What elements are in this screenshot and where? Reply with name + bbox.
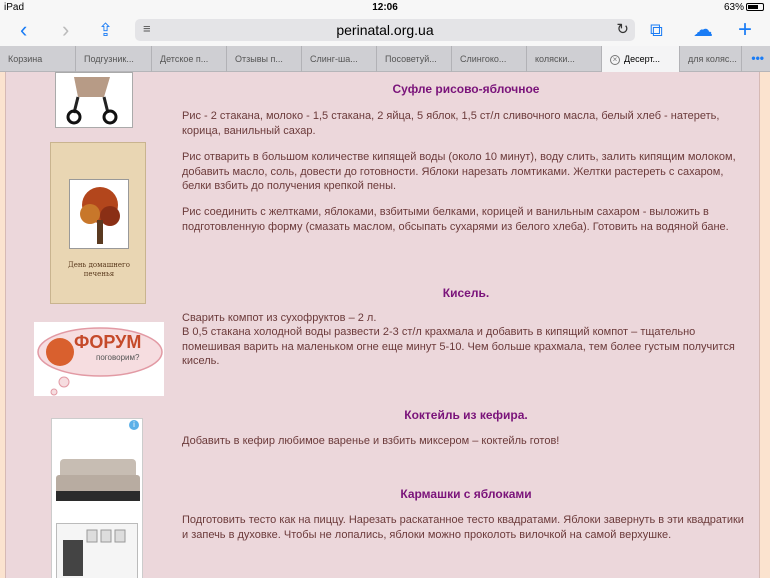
tab-label: Подгузник...: [84, 54, 134, 64]
status-bar: [0, 0, 770, 16]
web-page: [0, 72, 770, 578]
tab-7[interactable]: [527, 46, 602, 72]
book-illustration: [69, 179, 129, 249]
recipe-title: Кисель.: [442, 286, 490, 300]
tab-5[interactable]: [377, 46, 452, 72]
tab-1[interactable]: [76, 46, 152, 72]
tab-bar: [0, 46, 770, 72]
battery-icon: [746, 3, 764, 11]
recipe-title: Кармашки с яблоками: [400, 487, 532, 501]
new-tab-icon[interactable]: +: [738, 16, 753, 43]
share-icon[interactable]: ⇪: [98, 20, 114, 40]
tree-icon: [70, 180, 130, 250]
tab-label: Детское п...: [160, 54, 209, 64]
tab-active[interactable]: [602, 46, 680, 72]
back-icon[interactable]: ‹: [20, 17, 28, 42]
reader-icon[interactable]: ≡: [143, 21, 151, 36]
tab-label: Слингоко...: [460, 54, 507, 64]
tab-label: для коляс...: [688, 54, 737, 64]
recipe-step: Рис соединить с желтками, яблоками, взбитыми белками, корицей и ванильным сахаром - выложить в подготовленную форму (смазать маслом, обсыпать сухарями из белого хлеба). Готовить на водяной бане.: [182, 206, 729, 233]
forum-subtitle: поговорим?: [96, 353, 140, 362]
forum-banner[interactable]: [34, 322, 164, 396]
close-tab-icon[interactable]: ×: [610, 55, 620, 65]
more-tabs-icon[interactable]: •••: [751, 51, 764, 65]
tab-label: Отзывы п...: [235, 54, 283, 64]
browser-toolbar: [0, 16, 770, 46]
battery-indicator: [724, 2, 764, 13]
book-cover-image[interactable]: [50, 142, 146, 304]
recipe-step: Рис отварить в большом количестве кипящей воды (около 10 минут), воду слить, залить кипящим молоком, добавить масло, соль, довести до готовности. Яблоки нарезать ломтиками. Желтки растереть с сахаром, белки взбить до получения крепкой пены.: [182, 151, 736, 192]
recipe-title: Коктейль из кефира.: [404, 408, 528, 422]
device-label: iPad: [4, 2, 25, 13]
forward-icon[interactable]: ›: [62, 17, 70, 42]
tab-6[interactable]: [452, 46, 527, 72]
tab-0[interactable]: [0, 46, 76, 72]
recipe-step: Добавить в кефир любимое варенье и взбить миксером – коктейль готов!: [182, 435, 560, 447]
tab-label: коляски...: [535, 54, 575, 64]
book-title: День домашнего печенья: [68, 261, 130, 278]
cloud-tabs-icon[interactable]: ☁: [693, 19, 713, 41]
battery-percent: 63%: [723, 2, 744, 13]
stroller-image[interactable]: [55, 72, 133, 128]
tab-label: Корзина: [8, 54, 43, 64]
tab-9[interactable]: [680, 46, 742, 72]
recipe-step: Подготовить тесто как на пиццу. Нарезать раскатанное тесто квадратами. Яблоки завернуть в эти квадратики и запечь в духовке. Чтобы не лопались, яблоки можно проколоть вилочкой на самой верхушке.: [182, 514, 744, 541]
stroller-icon: [56, 73, 134, 129]
tab-label: Слинг-ша...: [310, 54, 358, 64]
recipe-ingredients: Рис - 2 стакана, молоко - 1,5 стакана, 2 яйца, 5 яблок, 1,5 ст/л сливочного масла, белый хлеб - натереть, корица, ванильный сахар.: [182, 110, 720, 137]
tab-label: Десерт...: [624, 54, 661, 64]
kitchen-image: [56, 523, 138, 578]
page-content: [5, 72, 760, 578]
sofa-icon: [52, 441, 144, 521]
recipe-ingredients: Сварить компот из сухофруктов – 2 л.: [182, 312, 377, 324]
forum-label: ФОРУМ: [74, 332, 142, 352]
tab-3[interactable]: [227, 46, 302, 72]
tab-2[interactable]: [152, 46, 227, 72]
kitchen-icon: [57, 524, 139, 578]
reload-icon[interactable]: ↻: [616, 21, 629, 38]
ad-info-icon[interactable]: i: [129, 420, 139, 430]
tab-label: Посоветуй...: [385, 54, 437, 64]
url-text: perinatal.org.ua: [336, 22, 434, 38]
recipe-title: Суфле рисово-яблочное: [392, 82, 540, 96]
clock: 12:06: [372, 2, 398, 13]
recipe-step: В 0,5 стакана холодной воды развести 2-3 ст/л крахмала и добавить в кипящий компот – тщательно помешивая варить на маленьком огне еще минут 5-10. Чем больше крахмала, тем более густым получится кисель.: [182, 326, 735, 367]
address-bar[interactable]: [135, 19, 635, 41]
bookmarks-icon[interactable]: ⧉: [650, 20, 663, 40]
ad-banner[interactable]: [51, 418, 143, 578]
tab-4[interactable]: [302, 46, 377, 72]
